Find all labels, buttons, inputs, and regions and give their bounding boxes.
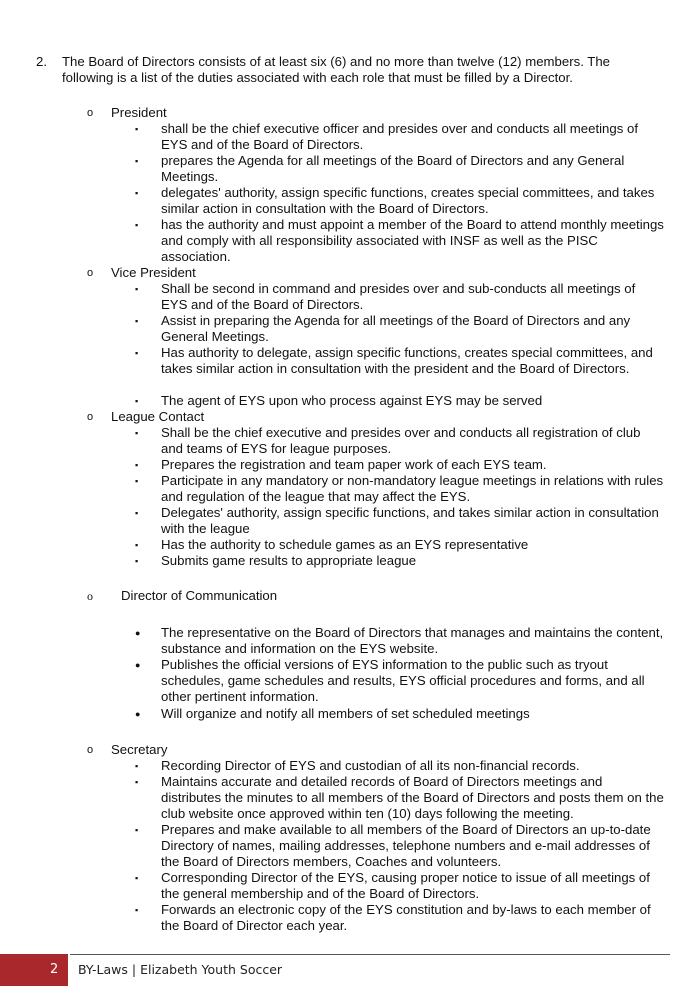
circle-bullet-icon: o [87,744,94,756]
square-bullet-icon: ▪ [135,508,139,518]
square-bullet-icon: ▪ [135,825,139,835]
list-item: ▪ Has authority to delegate, assign specific functions, creates special committees, and takes similar action in consultation with the president and the Board of Directors. [135,345,653,376]
square-bullet-icon: ▪ [135,777,139,787]
list-item: ▪ has the authority and must appoint a member of the Board to attend monthly meetings and comply with all responsibility associated with INSF as well as the PISC association. [135,217,664,264]
list-number: 2. [36,54,47,69]
list-item: ▪ Has the authority to schedule games as an EYS representative [135,537,529,552]
list-item: ▪ The agent of EYS upon who process against EYS may be served [135,393,543,408]
square-bullet-icon: ▪ [135,396,139,406]
square-bullet-icon: ▪ [135,348,139,358]
circle-bullet-icon: o [87,107,94,119]
square-bullet-icon: ▪ [135,316,139,326]
section-title: Vice President [111,265,196,280]
square-bullet-icon: ▪ [135,428,139,438]
footer-rule [70,954,670,955]
square-bullet-icon: ▪ [135,220,139,230]
list-item: ▪ Prepares and make available to all members of the Board of Directors an up-to-date Directory of names, mailing addresses, telephone numbers and e-mail addresses of the Board of Directors members, Coaches and volunteers. [135,822,651,869]
page-number: 2 [50,962,59,977]
list-item: ● The representative on the Board of Directors that manages and maintains the content, substance and information on the EYS website. [135,625,664,656]
list-item: ▪ prepares the Agenda for all meetings of the Board of Directors and any General Meetings. [135,153,625,184]
page-footer [0,954,694,986]
list-item: ▪ Shall be the chief executive and presides over and conducts all registration of club and teams of EYS for league purposes. [135,425,641,456]
list-item: ▪ Prepares the registration and team paper work of each EYS team. [135,457,547,472]
list-item: ▪ Forwards an electronic copy of the EYS constitution and by-laws to each member of the Board of Director each year. [135,902,651,933]
circle-bullet-icon: o [87,589,93,603]
square-bullet-icon: ▪ [135,905,139,915]
square-bullet-icon: ▪ [135,124,139,134]
list-item: ▪ Maintains accurate and detailed records of Board of Directors meetings and distributes the minutes to all members of the Board of Directors and posts them on the club website once approved within ten (10) days following the meeting. [135,774,664,821]
list-item: ▪ Delegates' authority, assign specific functions, and takes similar action in consultation with the league [135,505,659,536]
section-title: President [111,105,167,120]
square-bullet-icon: ▪ [135,188,139,198]
square-bullet-icon: ▪ [135,761,139,771]
list-item: ▪ delegates' authority, assign specific functions, creates special committees, and takes similar action in consultation with the Board of Directors. [135,185,655,216]
square-bullet-icon: ▪ [135,476,139,486]
square-bullet-icon: ▪ [135,556,139,566]
square-bullet-icon: ▪ [135,540,139,550]
square-bullet-icon: ▪ [135,873,139,883]
dot-bullet-icon: ● [135,660,141,670]
list-item: ▪ Participate in any mandatory or non-mandatory league meetings in relations with rules and regulation of the league that may affect the EYS. [135,473,664,504]
list-item: ▪ Assist in preparing the Agenda for all meetings of the Board of Directors and any General Meetings. [135,313,631,344]
section-title: League Contact [111,409,205,424]
section-title: Secretary [111,742,168,757]
list-item: ▪ shall be the chief executive officer and presides over and conducts all meetings of EYS and of the Board of Directors. [135,121,638,152]
list-item: ▪ Corresponding Director of the EYS, causing proper notice to issue of all meetings of the general membership and of the Board of Directors. [135,870,650,901]
square-bullet-icon: ▪ [135,156,139,166]
square-bullet-icon: ▪ [135,284,139,294]
square-bullet-icon: ▪ [135,460,139,470]
intro-text: The Board of Directors consists of at least six (6) and no more than twelve (12) members. The following is a list of the duties associated with each role that must be filled by a Director. [62,54,611,85]
list-item: ▪ Submits game results to appropriate league [135,553,417,568]
circle-bullet-icon: o [87,411,94,423]
footer-title: BY-Laws | Elizabeth Youth Soccer [78,962,283,977]
dot-bullet-icon: ● [135,709,141,719]
list-item: ● Publishes the official versions of EYS information to the public such as tryout schedules, game schedules and results, EYS official procedures and forms, and all other pertinent information. [135,657,645,704]
circle-bullet-icon: o [87,267,94,279]
list-item: ● Will organize and notify all members of set scheduled meetings [135,706,530,721]
dot-bullet-icon: ● [135,628,141,638]
list-item: ▪ Recording Director of EYS and custodian of all its non-financial records. [135,758,580,773]
intro-paragraph [36,54,656,86]
section-title: Director of Communication [121,588,278,603]
list-item: ▪ Shall be second in command and presides over and sub-conducts all meetings of EYS and of the Board of Directors. [135,281,636,312]
